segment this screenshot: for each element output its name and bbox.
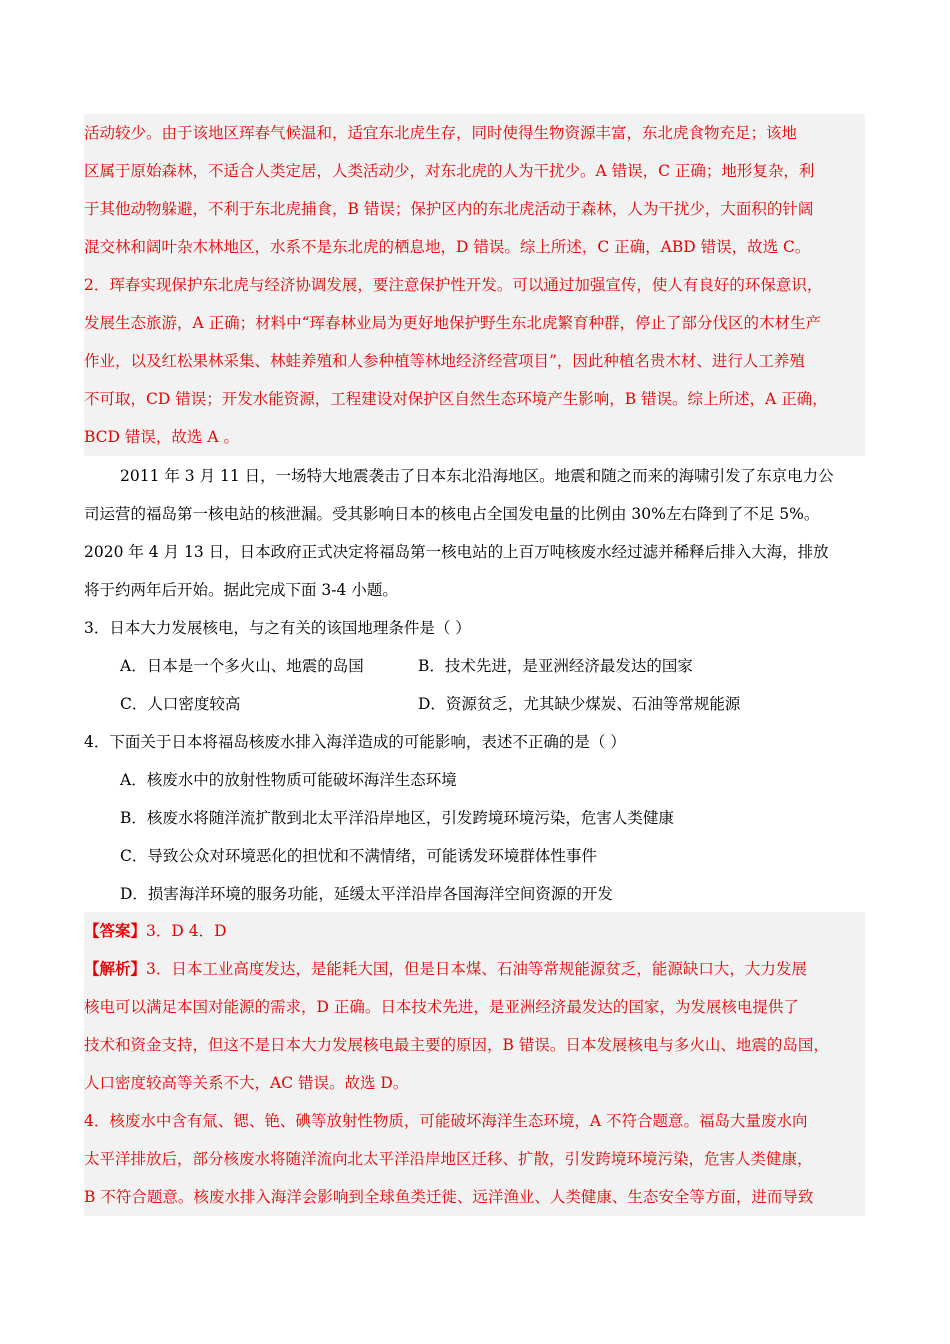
answer-text: 3．D 4．D — [146, 922, 227, 940]
analysis-line: 区属于原始森林，不适合人类定居，人类活动少，对东北虎的人为干扰少。A 错误，C 正确；地形复杂，利 — [84, 162, 815, 180]
question-4-option-c: C．导致公众对环境恶化的担忧和不满情绪，可能诱发环境群体性事件 — [120, 847, 597, 865]
analysis-line: 活动较少。由于该地区珲春气候温和，适宜东北虎生存，同时使得生物资源丰富，东北虎食物充足；该地 — [84, 124, 798, 142]
answer-analysis-block — [84, 912, 865, 1216]
passage-line: 2011 年 3 月 11 日，一场特大地震袭击了日本东北沿海地区。地震和随之而来的海啸引发了东京电力公 — [120, 467, 834, 485]
analysis-line: 作业，以及红松果林采集、林蛙养殖和人参种植等林地经济经营项目”，因此种植名贵木材、进行人工养殖 — [84, 352, 805, 370]
analysis-label: 【解析】 — [84, 959, 147, 978]
answer-line — [84, 912, 227, 950]
question-3-option-d: D．资源贫乏，尤其缺少煤炭、石油等常规能源 — [418, 695, 741, 713]
analysis-first-line — [84, 950, 807, 988]
analysis-line: 于其他动物躲避，不利于东北虎捕食，B 错误；保护区内的东北虎活动于森林，人为干扰少，大面积的针阔 — [84, 200, 814, 218]
analysis-first-text: 3．日本工业高度发达，是能耗大国，但是日本煤、石油等常规能源贫乏，能源缺口大，大力发展 — [146, 960, 807, 978]
question-4-stem: 4．下面关于日本将福岛核废水排入海洋造成的可能影响，表述不正确的是（ ） — [84, 733, 626, 751]
analysis-block-1 — [84, 114, 865, 456]
analysis-line: BCD 错误，故选 A 。 — [84, 428, 239, 446]
analysis-line: 太平洋排放后，部分核废水将随洋流向北太平洋沿岸地区迁移、扩散，引发跨境环境污染，危害人类健康， — [84, 1150, 813, 1168]
analysis-line: 技术和资金支持，但这不是日本大力发展核电最主要的原因，B 错误。日本发展核电与多火山、地震的岛国， — [84, 1036, 829, 1054]
question-3-option-a: A．日本是一个多火山、地震的岛国 — [120, 657, 364, 675]
analysis-line: 2．珲春实现保护东北虎与经济协调发展，要注意保护性开发。可以通过加强宣传，使人有良好的环保意识， — [84, 276, 823, 294]
analysis-line: 人口密度较高等关系不大，AC 错误。故选 D。 — [84, 1074, 409, 1092]
question-3-stem: 3．日本大力发展核电，与之有关的该国地理条件是（ ） — [84, 619, 471, 637]
analysis-line: 4．核废水中含有氚、锶、铯、碘等放射性物质，可能破坏海洋生态环境，A 不符合题意。福岛大量废水向 — [84, 1112, 808, 1130]
question-3-option-c: C．人口密度较高 — [120, 695, 241, 713]
question-4-option-a: A．核废水中的放射性物质可能破坏海洋生态环境 — [120, 771, 457, 789]
question-4-option-b: B．核废水将随洋流扩散到北太平洋沿岸地区，引发跨境环境污染，危害人类健康 — [120, 809, 674, 827]
question-3-option-b: B．技术先进，是亚洲经济最发达的国家 — [418, 657, 693, 675]
analysis-line: 发展生态旅游，A 正确；材料中“珲春林业局为更好地保护野生东北虎繁育种群，停止了部分伐区的木材生产 — [84, 314, 822, 332]
passage-line: 2020 年 4 月 13 日，日本政府正式决定将福岛第一核电站的上百万吨核废水经过滤并稀释后排入大海，排放 — [84, 543, 829, 561]
analysis-line: B 不符合题意。核废水排入海洋会影响到全球鱼类迁徙、远洋渔业、人类健康、生态安全等方面，进而导致 — [84, 1188, 814, 1206]
analysis-line: 混交林和阔叶杂木林地区，水系不是东北虎的栖息地，D 错误。综上所述，C 正确，ABD 错误，故选 C。 — [84, 238, 811, 256]
analysis-line: 不可取，CD 错误；开发水能资源，工程建设对保护区自然生态环境产生影响，B 错误。综上所述，A 正确， — [84, 390, 828, 408]
question-4-option-d: D．损害海洋环境的服务功能，延缓太平洋沿岸各国海洋空间资源的开发 — [120, 885, 613, 903]
passage-line: 司运营的福岛第一核电站的核泄漏。受其影响日本的核电占全国发电量的比例由 30%左右降到了不足 5%。 — [84, 505, 820, 523]
analysis-line: 核电可以满足本国对能源的需求，D 正确。日本技术先进，是亚洲经济最发达的国家，为发展核电提供了 — [84, 998, 799, 1016]
passage-line: 将于约两年后开始。据此完成下面 3-4 小题。 — [84, 581, 398, 599]
answer-label: 【答案】 — [84, 921, 147, 940]
